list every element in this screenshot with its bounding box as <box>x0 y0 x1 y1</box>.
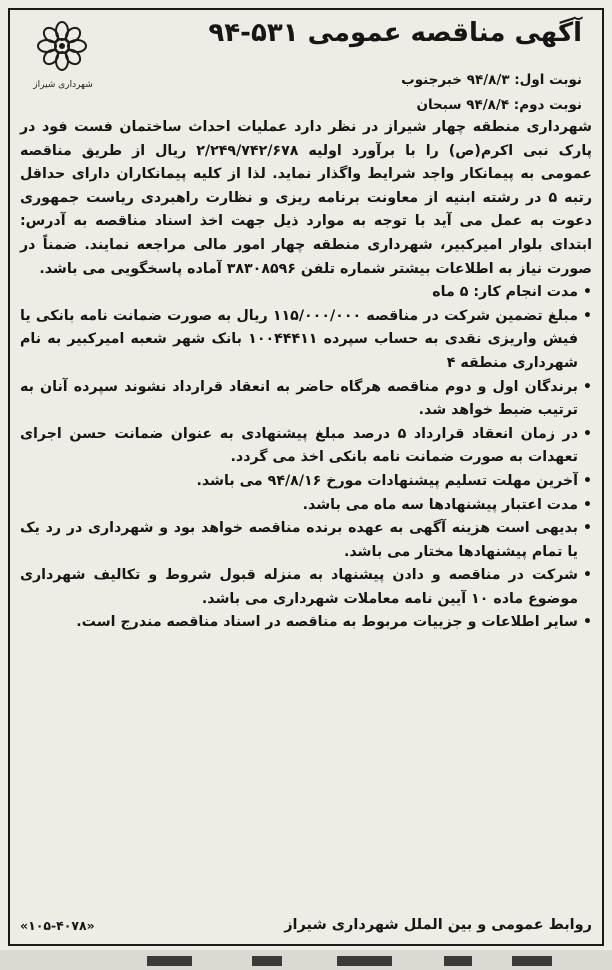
publish-second: نوبت دوم: ۹۴/۸/۴ سبحان <box>416 97 582 113</box>
logo-caption: شهرداری شیراز <box>33 80 93 90</box>
ad-footer <box>20 912 592 938</box>
ad-frame <box>8 8 604 946</box>
publish-first: نوبت اول: ۹۴/۸/۳ خبرجنوب <box>401 72 582 88</box>
next-clipping-edge <box>0 950 612 970</box>
footer-signature: روابط عمومی و بین الملل شهرداری شیراز <box>284 917 592 933</box>
ad-title: آگهی مناقصه عمومی ۵۳۱-۹۴ <box>208 18 582 48</box>
shiraz-municipality-logo-icon <box>20 18 104 114</box>
condition-item: • مدت انجام کار: ۵ ماه <box>20 281 592 305</box>
condition-item: • مدت اعتبار پیشنهادها سه ماه می باشد. <box>20 494 592 518</box>
footer-code: «۱۰۵-۴۰۷۸» <box>20 917 95 933</box>
condition-item: • آخرین مهلت تسلیم پیشنهادات مورخ ۹۴/۸/۱۶ می باشد. <box>20 470 592 494</box>
condition-item: • در زمان انعقاد قرارداد ۵ درصد مبلغ پیشنهادی به عنوان ضمانت حسن اجرای تعهدات به صورت ضمانت نامه بانکی اخذ می گردد. <box>20 423 592 470</box>
ad-header <box>20 16 592 120</box>
condition-item: • مبلغ تضمین شرکت در مناقصه ۱۱۵/۰۰۰/۰۰۰ ریال به صورت ضمانت نامه بانکی یا فیش واریزی نقدی به حساب سپرده ۱۰۰۴۴۴۱۱ بانک شهر شعبه امیرکبیر به نام شهرداری منطقه ۴ <box>20 305 592 376</box>
conditions-list <box>20 281 592 635</box>
ad-body <box>20 116 592 281</box>
publish-dates <box>401 68 582 118</box>
condition-item: • برندگان اول و دوم مناقصه هرگاه حاضر به انعقاد قرارداد نشوند سپرده آنان به ترتیب ضبط خواهد شد. <box>20 376 592 423</box>
condition-item: • شرکت در مناقصه و دادن پیشنهاد به منزله قبول شروط و تکالیف شهرداری موضوع ماده ۱۰ آیین نامه معاملات شهرداری می باشد. <box>20 564 592 611</box>
intro-paragraph: شهرداری منطقه چهار شیراز در نظر دارد عملیات احداث ساختمان فست فود در پارک نبی اکرم(ص) را با برآورد اولیه ۲/۲۴۹/۷۴۲/۶۷۸ ریال از طریق مناقصه عمومی به پیمانکار واجد شرایط واگذار نماید. لذا از کلیه پیمانکاران دارای حداقل رتبه ۵ در رشته ابنیه از معاونت برنامه ریزی و نظارت راهبردی ریاست جمهوری دعوت به عمل می آید با توجه به موارد ذیل جهت اخذ اسناد مناقصه به آدرس: ابتدای بلوار امیرکبیر، شهرداری منطقه چهار امور مالی مراجعه نمایند. ضمناً در صورت نیاز به اطلاعات بیشتر شماره تلفن ۳۸۳۰۸۵۹۶ آماده پاسخگویی می باشد. <box>20 119 592 277</box>
condition-item: • بدیهی است هزینه آگهی به عهده برنده مناقصه خواهد بود و شهرداری در رد یک یا تمام پیشنهادها مختار می باشد. <box>20 517 592 564</box>
condition-item: • سایر اطلاعات و جزییات مربوط به مناقصه در اسناد مناقصه مندرج است. <box>20 611 592 635</box>
